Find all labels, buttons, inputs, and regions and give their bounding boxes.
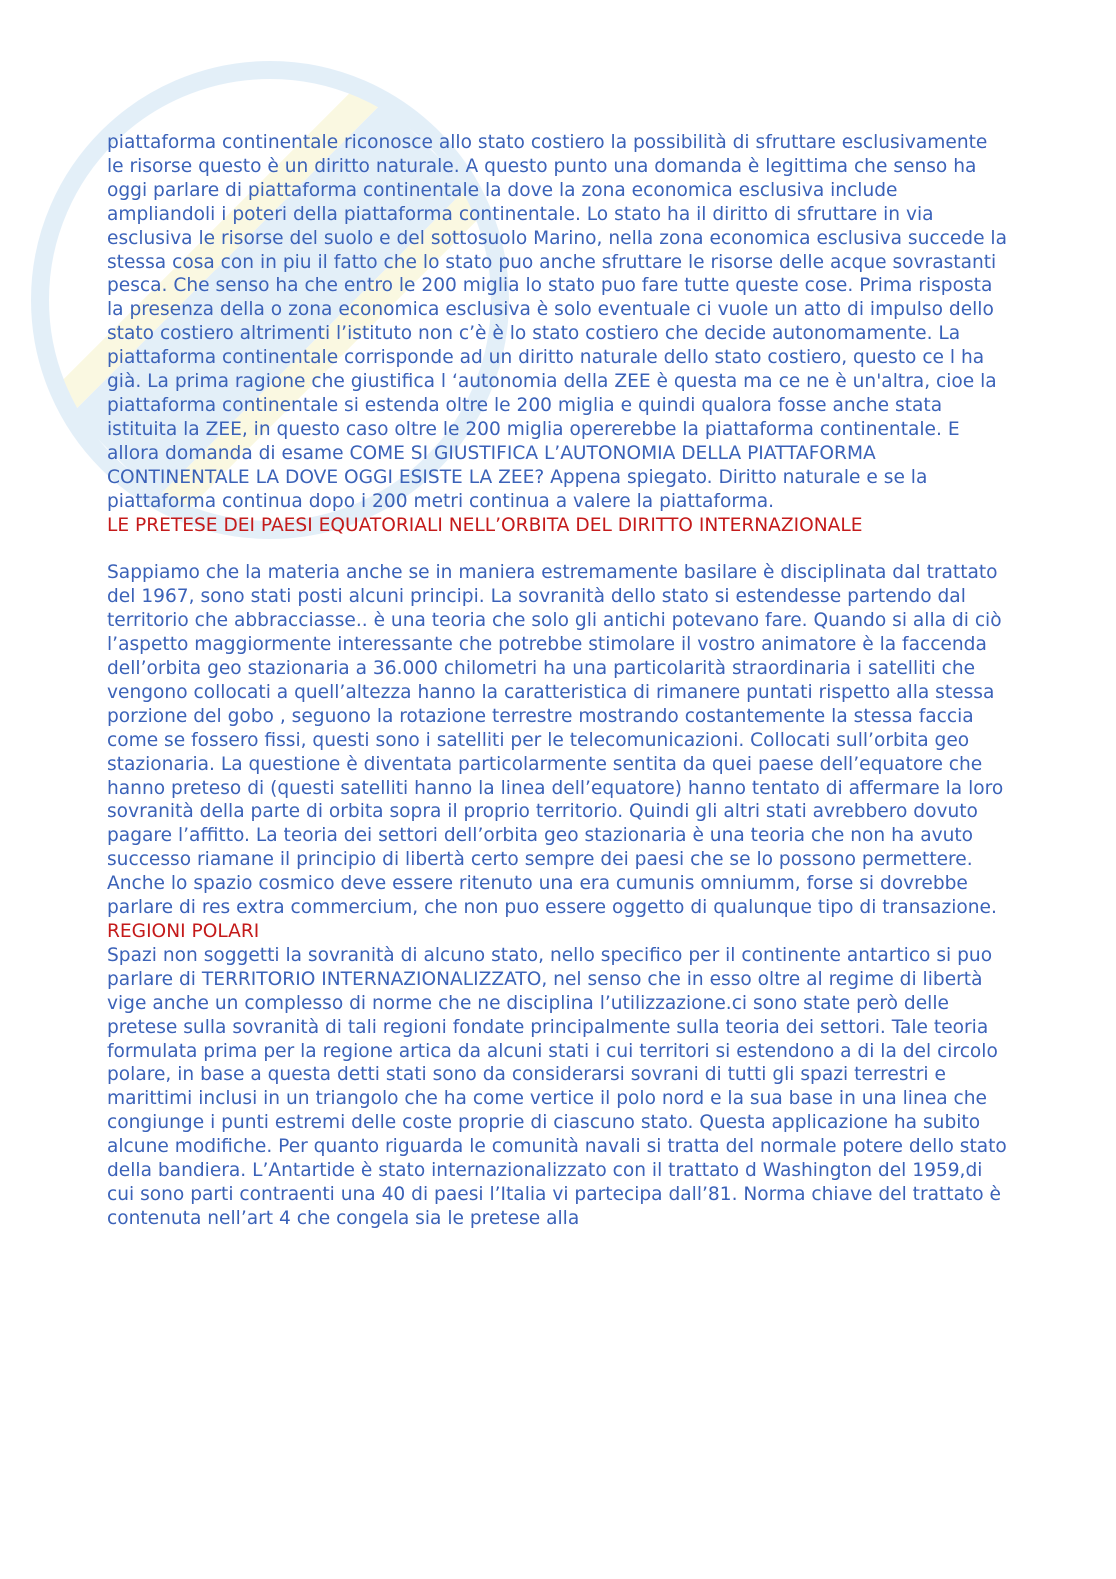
paragraph-orbita-geostazionaria: Sappiamo che la materia anche se in maniera estremamente basilare è disciplinata dal trattato del 1967, sono stati posti alcuni principi. La sovranità dello stato si estendesse partendo dal territorio che abbracciasse.. è una teoria che solo gli antichi potevano fare. Quando si alla di ciò l’aspetto maggiormente interessante che potrebbe stimolare il vostro animatore è la faccenda dell’orbita geo stazionaria a 36.000 chilometri ha una particolarità straordinaria i satelliti che vengono collocati a quell’altezza hanno la caratteristica di rimanere puntati rispetto alla stessa porzione del gobo , seguono la rotazione terrestre mostrando costantemente la stessa faccia come se fossero fissi, questi sono i satelliti per le telecomunicazioni. Collocati sull’orbita geo stazionaria. La questione è diventata particolarmente sentita da quei paese dell’equatore che hanno preteso di (questi satelliti hanno la linea dell’equatore) hanno tentato di affermare la loro sovranità della parte di orbita sopra il proprio territorio. Quindi gli altri stati avrebbero dovuto pagare l’affitto. La teoria dei settori dell’orbita geo stazionaria è una teoria che non ha avuto successo riamane il principio di libertà certo sempre dei paesi che se lo possono permettere. Anche lo spazio cosmico deve essere ritenuto una era cumunis omniumm, forse si dovrebbe parlare di res extra commercium, che non puo essere oggetto di qualunque tipo di transazione. <box>107 562 1004 919</box>
document-page <box>107 131 1007 1231</box>
section-heading-paesi-equatoriali: LE PRETESE DEI PAESI EQUATORIALI NELL’ORBITA DEL DIRITTO INTERNAZIONALE <box>107 514 863 536</box>
paragraph-regioni-polari: Spazi non soggetti la sovranità di alcuno stato, nello specifico per il continente antartico si puo parlare di TERRITORIO INTERNAZIONALIZZATO, nel senso che in esso oltre al regime di libertà vige anche un complesso di norme che ne disciplina l’utilizzazione.ci sono state però delle pretese sulla sovranità di tali regioni fondate principalmente sulla teoria dei settori. Tale teoria formulata prima per la regione artica da alcuni stati i cui territori si estendono a di la del circolo polare, in base a questa detti stati sono da considerarsi sovrani di tutti gli spazi terrestri e marittimi inclusi in un triangolo che ha come vertice il polo nord e la sua base in una linea che congiunge i punti estremi delle coste proprie di ciascuno stato. Questa applicazione ha subito alcune modifiche. Per quanto riguarda le comunità navali si tratta del normale potere dello stato della bandiera. L’Antartide è stato internazionalizzato con il trattato d Washington del 1959,di cui sono parti contraenti una 40 di paesi l’Italia vi partecipa dall’81. Norma chiave del trattato è contenuta nell’art 4 che congela sia le pretese alla <box>107 944 1007 1229</box>
paragraph-piattaforma: piattaforma continentale riconosce allo stato costiero la possibilità di sfruttare esclusivamente le risorse questo è un diritto naturale. A questo punto una domanda è legittima che senso ha oggi parlare di piattaforma continentale la dove la zona economica esclusiva include ampliandoli i poteri della piattaforma continentale. Lo stato ha il diritto di sfruttare in via esclusiva le risorse del suolo e del sottosuolo Marino, nella zona economica esclusiva succede la stessa cosa con in piu il fatto che lo stato puo anche sfruttare le risorse delle acque sovrastanti pesca. Che senso ha che entro le 200 miglia lo stato puo fare tutte queste cose. Prima risposta la presenza della o zona economica esclusiva è solo eventuale ci vuole un atto di impulso dello stato costiero altrimenti l’istituto non c’è è lo stato costiero che decide autonomamente. La piattaforma continentale corrisponde ad un diritto naturale dello stato costiero, questo ce l ha già. La prima ragione che giustifica l ‘autonomia della ZEE è questa ma ce ne è un'altra, cioe la piattaforma continentale si estenda oltre le 200 miglia e quindi qualora fosse anche stata istituita la ZEE, in questo caso oltre le 200 miglia opererebbe la piattaforma continentale. E allora domanda di esame COME SI GIUSTIFICA L’AUTONOMIA DELLA PIATTAFORMA CONTINENTALE LA DOVE OGGI ESISTE LA ZEE? Appena spiegato. Diritto naturale e se la piattaforma continua dopo i 200 metri continua a valere la piattaforma. <box>107 132 1007 512</box>
section-heading-regioni-polari: REGIONI POLARI <box>107 921 260 942</box>
